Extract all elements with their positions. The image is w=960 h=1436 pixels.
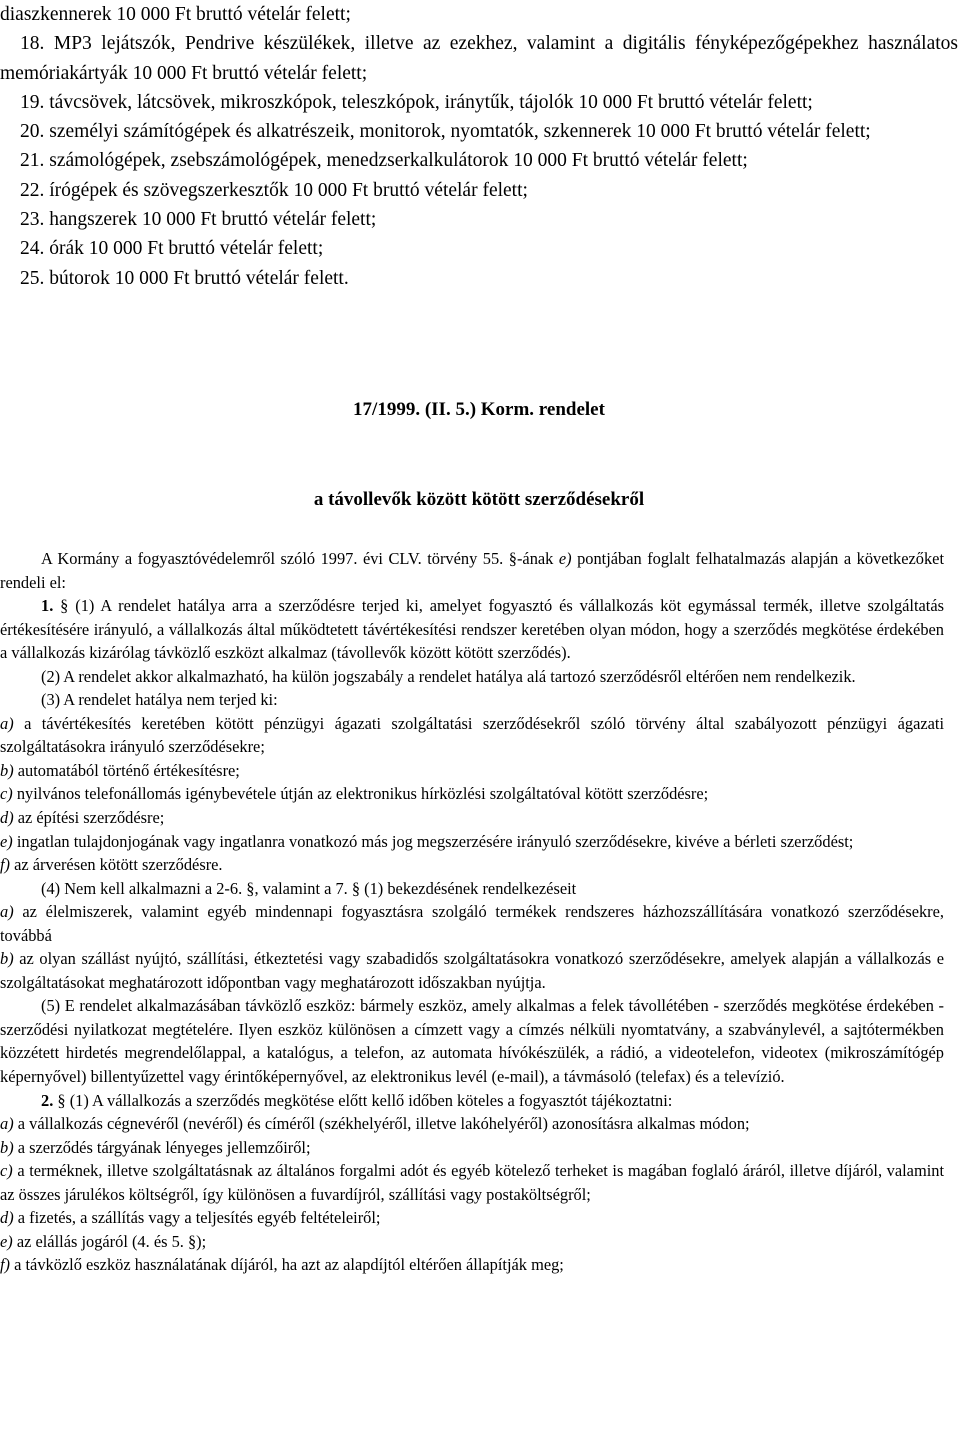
point-d (0, 1206, 944, 1230)
list-item: 23. hangszerek 10 000 Ft bruttó vételár felett; (20, 209, 377, 231)
preamble-point-ref: e) (558, 549, 572, 568)
preamble (0, 547, 944, 594)
point-f (0, 1253, 944, 1277)
point-label: d) (0, 1208, 14, 1228)
point-label: b) (0, 1137, 14, 1157)
section-number: 2. (41, 1090, 54, 1110)
point-a (0, 900, 944, 947)
point-label: c) (0, 1161, 13, 1181)
point-e (0, 830, 944, 854)
section-number: 1. (41, 596, 54, 616)
point-a (0, 1112, 944, 1136)
point-b (0, 759, 944, 783)
list-item: 22. írógépek és szövegszerkesztők 10 000 Ft bruttó vételár felett; (20, 179, 528, 201)
list-item: 24. órák 10 000 Ft bruttó vételár felett; (20, 238, 324, 260)
point-text: automatából történő értékesítésre; (13, 760, 240, 780)
point-label: a) (0, 713, 14, 733)
section-1-paragraph-2: (2) A rendelet akkor alkalmazható, ha külön jogszabály a rendelet hatálya alá tartozó szerződésről eltérően nem rendelkezik. (41, 666, 856, 686)
point-label: f) (0, 855, 11, 875)
point-label: b) (0, 760, 14, 780)
point-label: f) (0, 1255, 11, 1275)
section-1-paragraph-4: (4) Nem kell alkalmazni a 2-6. §, valamint a 7. § (1) bekezdésének rendelkezéseit (41, 878, 577, 898)
point-label: a) (0, 1114, 14, 1134)
list-item: 25. bútorok 10 000 Ft bruttó vételár felett. (20, 267, 349, 289)
point-b (0, 947, 944, 994)
point-text: a szerződés tárgyának lényeges jellemzőiről; (13, 1137, 311, 1157)
point-c (0, 1159, 944, 1206)
point-a (0, 712, 944, 759)
point-text: az olyan szállást nyújtó, szállítási, étkeztetési vagy szabadidős szolgáltatásokra vonatkozó szerződésekre, amelyek alapján a vállalkozás e szolgáltatásokat meghatározott időpontban vagy meghatározott időszakban nyújtja. (0, 949, 944, 992)
preamble-text-end: pontjában foglalt felhatalmazás alapján a következőket rendeli el: (0, 549, 944, 592)
list-item: 19. távcsövek, látcsövek, mikroszkópok, teleszkópok, iránytűk, tájolók 10 000 Ft bruttó vételár felett; (20, 91, 813, 113)
point-d (0, 806, 944, 830)
list-item: 21. számológépek, zsebszámológépek, menedzserkalkulátorok 10 000 Ft bruttó vételár felett; (20, 150, 748, 172)
section-1-paragraph-5: (5) E rendelet alkalmazásában távközlő eszköz: bármely eszköz, amely alkalmas a felek távollétében - szerződés megkötése érdekében - szerződési nyilatkozat megtételére. Ilyen eszköz különösen a címzett vagy a címzés nélküli nyomtatvány, a szabványlevél, a sajtótermékben közzétett hirdetés megrendelőlappal, a katalógus, a telefon, az automata hívókészülék, a rádió, a videotelefon, videotex (mikroszámítógép képernyővel) billentyűzettel vagy érintőképernyővel, az elektronikus levél (e-mail), a távmásoló (telefax) és a televízió. (0, 996, 944, 1087)
point-text: a távértékesítés keretében kötött pénzügyi ágazati szolgáltatási szerződésekről szóló törvény által szabályozott pénzügyi ágazati szolgáltatásokra irányuló szerződésekre; (0, 713, 944, 757)
point-b (0, 1136, 944, 1160)
product-list (0, 0, 958, 293)
point-label: c) (0, 784, 13, 804)
list-item: 20. személyi számítógépek és alkatrészeik, monitorok, nyomtatók, szkennerek 10 000 Ft bruttó vételár felett; (20, 121, 871, 143)
decree-body (0, 547, 944, 1277)
decree-title: a távollevők között kötött szerződésekről (313, 489, 645, 510)
point-label: d) (0, 808, 14, 828)
paragraph-text: § (1) A rendelet hatálya arra a szerződésre terjed ki, amelyet fogyasztó és vállalkozás köt egymással termék, illetve szolgáltatás értékesítésére irányuló, a vállalkozás által működtetett távértékesítési rendszer keretében olyan módon, hogy a szerződés megkötése érdekében a vállalkozás kizárólag távközlő eszközt alkalmaz (távollevők között kötött szerződés). (0, 596, 944, 663)
list-item: 18. MP3 lejátszók, Pendrive készülékek, illetve az ezekhez, valamint a digitális fényképezőgépekhez használatos memóriakártyák 10 000 Ft bruttó vételár felett; (0, 33, 958, 84)
point-text: a távközlő eszköz használatának díjáról, ha azt az alapdíjtól eltérően állapítják meg; (10, 1255, 564, 1275)
point-text: a terméknek, illetve szolgáltatásnak az általános forgalmi adót és egyéb kötelező terheket is magában foglaló áráról, illetve díjáról, valamint az összes járulékos költségről, így különösen a fuvardíjról, szállítási vagy postaköltségről; (0, 1161, 944, 1204)
point-label: e) (0, 831, 13, 851)
point-label: a) (0, 902, 14, 922)
point-text: az árverésen kötött szerződésre. (10, 855, 223, 875)
point-f (0, 853, 944, 877)
paragraph-text: § (1) A vállalkozás a szerződés megkötése előtt kellő időben köteles a fogyasztót tájékoztatni: (53, 1090, 673, 1110)
point-text: az élelmiszerek, valamint egyéb mindennapi fogyasztásra szolgáló termékek rendszeres házhozszállítására vonatkozó szerződésekre, továbbá (0, 902, 944, 945)
point-text: az elállás jogáról (4. és 5. §); (12, 1231, 207, 1251)
point-text: nyilvános telefonállomás igénybevétele útján az elektronikus hírközlési szolgáltatóval kötött szerződésre; (12, 784, 709, 804)
point-label: e) (0, 1231, 13, 1251)
list-line: diaszkennerek 10 000 Ft bruttó vételár felett; (0, 4, 351, 25)
preamble-text-start: A Kormány a fogyasztóvédelemről szóló 1997. évi CLV. törvény 55. §-ának (41, 549, 559, 568)
point-label: b) (0, 949, 14, 969)
point-text: a fizetés, a szállítás vagy a teljesítés egyéb feltételeiről; (13, 1208, 381, 1228)
decree-number: 17/1999. (II. 5.) Korm. rendelet (353, 399, 605, 420)
point-e (0, 1230, 944, 1254)
point-text: a vállalkozás cégnevéről (nevéről) és címéről (székhelyéről, illetve lakóhelyéről) azonosításra alkalmas módon; (13, 1114, 750, 1134)
section-1-paragraph-1 (0, 594, 944, 665)
point-text: az építési szerződésre; (13, 808, 165, 828)
section-1-paragraph-3: (3) A rendelet hatálya nem terjed ki: (41, 690, 278, 710)
point-c (0, 782, 944, 806)
point-text: ingatlan tulajdonjogának vagy ingatlanra vonatkozó más jog megszerzésére irányuló szerződésekre, kivéve a bérleti szerződést; (12, 831, 854, 851)
section-2-paragraph-1 (0, 1089, 944, 1113)
